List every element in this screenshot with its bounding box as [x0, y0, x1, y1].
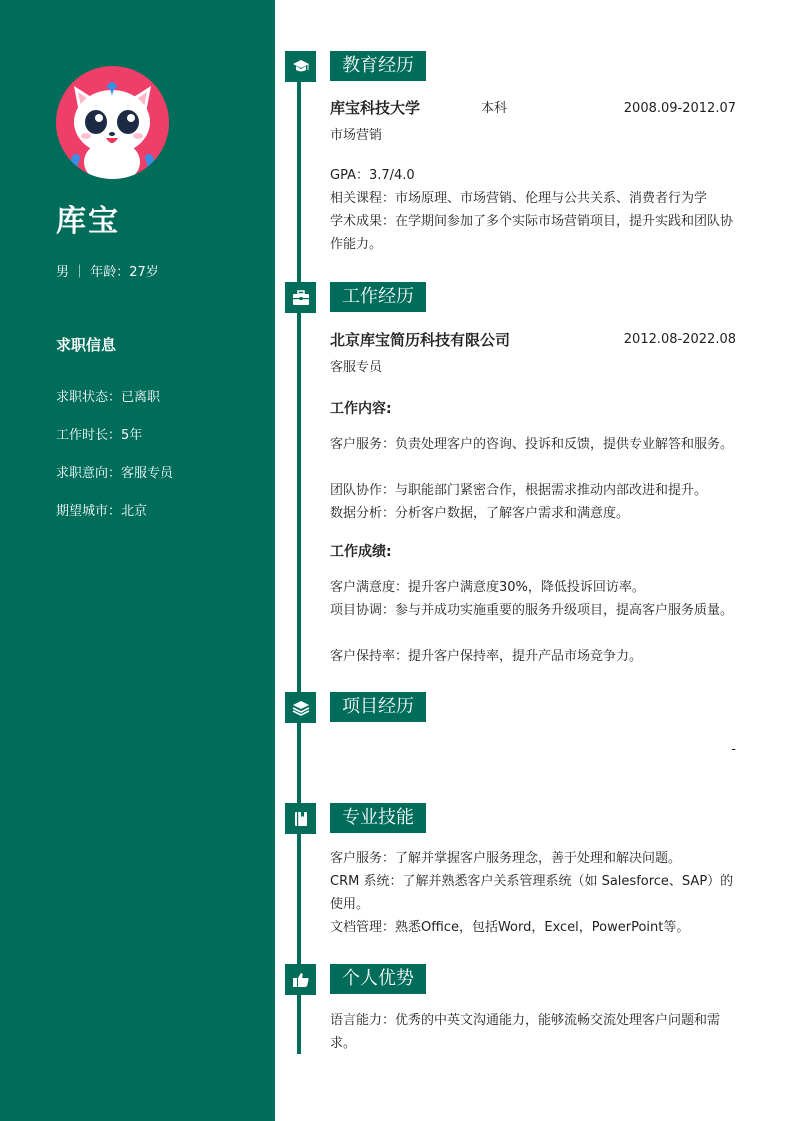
work-date: 2012.08-2022.08 [623, 332, 736, 347]
academic-achievement: 学术成果：在学期间参加了多个实际市场营销项目，提升实践和团队协作能力。 [330, 214, 734, 252]
work-section-icon [285, 282, 316, 313]
school-name: 库宝科技大学 [330, 99, 421, 117]
advantage-item: 语言能力：优秀的中英文沟通能力，能够流畅交流处理客户问题和需求。 [330, 1013, 721, 1051]
education-title: 教育经历 [330, 51, 426, 81]
project-placeholder: - [731, 742, 736, 757]
work-duration: 工作时长：5年 [56, 428, 143, 443]
skills-title: 专业技能 [330, 803, 426, 833]
work-content-item: 团队协作：与职能部门紧密合作，根据需求推动内部改进和提升。 [330, 483, 708, 498]
company-name: 北京库宝简历科技有限公司 [330, 331, 511, 349]
skill-item: 文档管理：熟悉Office，包括Word，Excel，PowerPoint等。 [330, 920, 690, 935]
courses: 相关课程：市场原理、市场营销、伦理与公共关系、消费者行为学 [330, 191, 708, 206]
degree: 本科 [481, 101, 508, 116]
job-position: 客服专员 [330, 360, 383, 375]
education-section-icon [285, 51, 316, 82]
graduation-cap-icon [292, 59, 310, 75]
desired-city: 期望城市：北京 [56, 504, 148, 519]
thumbs-up-icon [292, 972, 310, 988]
work-result-item: 项目协调：参与并成功实施重要的服务升级项目，提高客户服务质量。 [330, 603, 734, 618]
gpa: GPA：3.7/4.0 [330, 168, 415, 183]
skill-item: 客户服务：了解并掌握客户服务理念，善于处理和解决问题。 [330, 851, 682, 866]
layers-icon [292, 700, 310, 716]
job-intention: 求职意向：客服专员 [56, 466, 174, 481]
work-result-item: 客户保持率：提升客户保持率，提升产品市场竞争力。 [330, 649, 643, 664]
avatar [56, 66, 169, 179]
profile-basic-info: 男 ｜ 年龄：27岁 [56, 265, 159, 280]
advantages-title: 个人优势 [330, 964, 426, 994]
job-info-heading: 求职信息 [56, 336, 117, 354]
briefcase-icon [292, 290, 310, 306]
book-icon [293, 811, 309, 827]
work-title: 工作经历 [330, 282, 426, 312]
work-content-item: 数据分析：分析客户数据，了解客户需求和满意度。 [330, 506, 630, 521]
work-result-item: 客户满意度：提升客户满意度30%，降低投诉回访率。 [330, 580, 645, 595]
skills-section-icon [285, 803, 316, 834]
work-content-item: 客户服务：负责处理客户的咨询、投诉和反馈，提供专业解答和服务。 [330, 437, 734, 452]
sidebar [0, 0, 275, 1121]
work-result-heading: 工作成绩: [330, 544, 392, 560]
project-title: 项目经历 [330, 692, 426, 722]
skill-item: CRM 系统：了解并熟悉客户关系管理系统（如 Salesforce、SAP）的使用。 [330, 874, 734, 912]
major: 市场营销 [330, 128, 383, 143]
advantages-section-icon [285, 964, 316, 995]
timeline-line [297, 66, 301, 1054]
education-date: 2008.09-2012.07 [623, 101, 736, 116]
cat-mascot-icon [56, 66, 169, 179]
project-section-icon [285, 692, 316, 723]
job-status: 求职状态：已离职 [56, 390, 161, 405]
profile-name: 库宝 [56, 204, 120, 239]
work-content-heading: 工作内容: [330, 401, 392, 417]
